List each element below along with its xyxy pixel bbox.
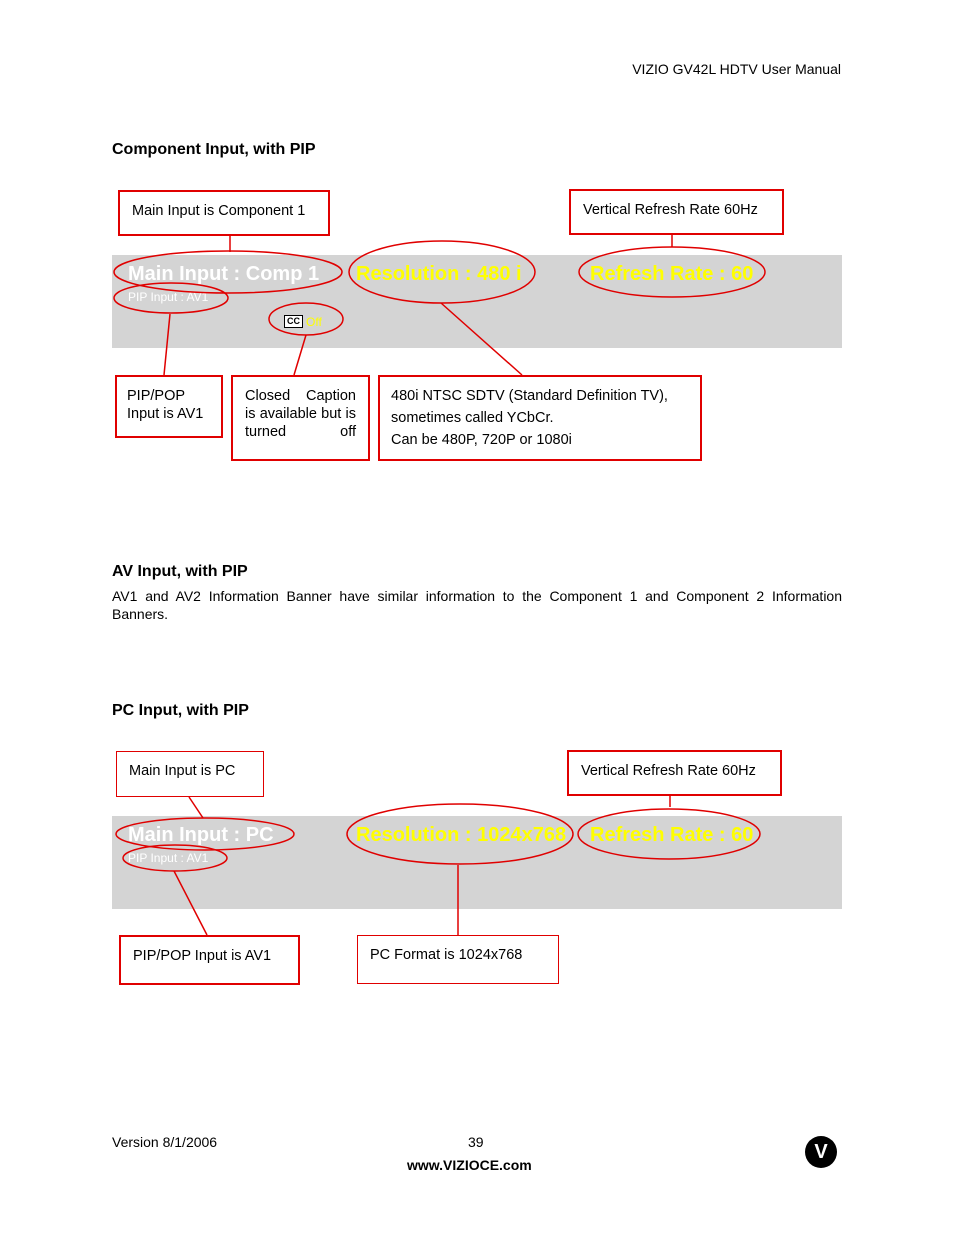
pc-callout-main-input-text: Main Input is PC bbox=[129, 763, 236, 779]
pc-banner-main-input: Main Input : PC bbox=[128, 824, 274, 846]
callout-resolution-line3: Can be 480P, 720P or 1080i bbox=[391, 432, 572, 448]
component-section-heading: Component Input, with PIP bbox=[112, 141, 316, 158]
pc-banner-resolution: Resolution : 1024x768 bbox=[356, 824, 567, 846]
callout-resolution-line2: sometimes called YCbCr. bbox=[391, 410, 554, 426]
banner-refresh-rate: Refresh Rate : 60 bbox=[590, 263, 754, 285]
av-section-heading: AV Input, with PIP bbox=[112, 563, 248, 580]
footer-website: www.VIZIOCE.com bbox=[407, 1157, 532, 1173]
pc-callout-refresh-rate-text: Vertical Refresh Rate 60Hz bbox=[581, 763, 756, 779]
closed-caption-state: Off bbox=[306, 314, 322, 329]
banner-main-input: Main Input : Comp 1 bbox=[128, 263, 320, 285]
av-section-body: AV1 and AV2 Information Banner have similar information to the Component 1 and Component 2 Information Banners. bbox=[112, 588, 842, 622]
callout-closed-caption-text: Closed Caption is available but is turned off bbox=[245, 388, 356, 440]
footer-version: Version 8/1/2006 bbox=[112, 1134, 218, 1150]
callout-refresh-rate bbox=[569, 189, 784, 235]
pc-callout-main-input bbox=[116, 751, 264, 797]
banner-closed-caption bbox=[284, 313, 322, 331]
callout-resolution bbox=[378, 375, 702, 461]
pc-section-heading: PC Input, with PIP bbox=[112, 702, 249, 719]
pc-banner-pip-input: PIP Input : AV1 bbox=[128, 851, 209, 865]
callout-main-input bbox=[118, 190, 330, 236]
callout-pip-input-text: PIP/POP Input is AV1 bbox=[127, 388, 204, 422]
vizio-logo-icon: V bbox=[805, 1136, 837, 1168]
pc-callout-refresh-rate bbox=[567, 750, 782, 796]
pc-banner-refresh-rate: Refresh Rate : 60 bbox=[590, 824, 754, 846]
callout-main-input-text: Main Input is Component 1 bbox=[132, 203, 306, 219]
callout-closed-caption bbox=[231, 375, 370, 461]
pc-callout-format-text: PC Format is 1024x768 bbox=[370, 947, 523, 963]
callout-resolution-line1: 480i NTSC SDTV (Standard Definition TV), bbox=[391, 388, 668, 404]
pc-callout-pip-input-text: PIP/POP Input is AV1 bbox=[133, 948, 272, 964]
banner-pip-input: PIP Input : AV1 bbox=[128, 290, 209, 304]
document-header-title: VIZIO GV42L HDTV User Manual bbox=[632, 61, 841, 77]
pc-callout-format bbox=[357, 935, 559, 984]
banner-resolution: Resolution : 480 i bbox=[356, 263, 522, 285]
closed-caption-icon: CC bbox=[284, 315, 303, 328]
callout-refresh-rate-text: Vertical Refresh Rate 60Hz bbox=[583, 202, 758, 218]
callout-pip-input bbox=[115, 375, 223, 438]
footer-page-number: 39 bbox=[468, 1134, 484, 1150]
pc-callout-pip-input bbox=[119, 935, 300, 985]
